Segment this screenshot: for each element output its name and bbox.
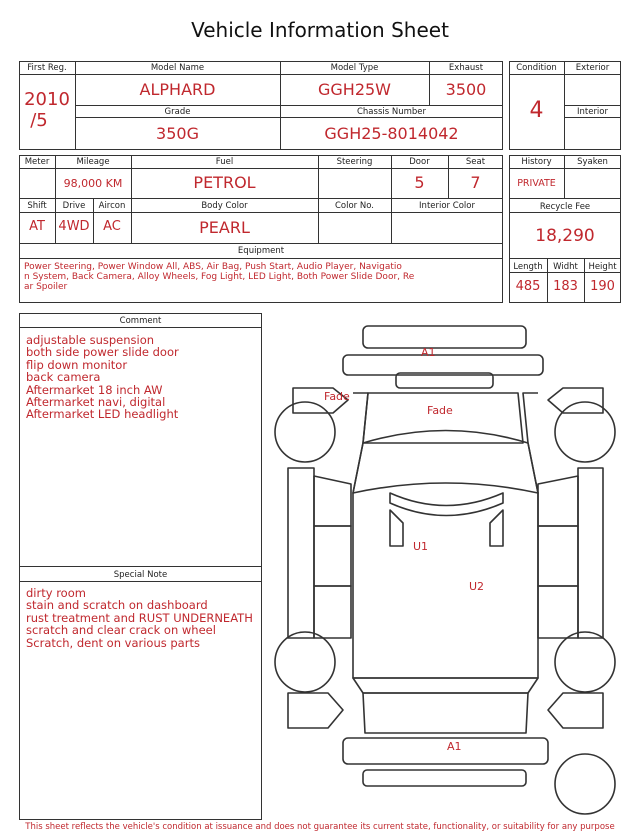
wheel-rear-right-shape [555,632,615,692]
wheel-front-left-shape [275,402,335,462]
special-note-label: Special Note [113,570,168,580]
special-note-item: Scratch, dent on various parts [26,635,200,650]
interior-label: Interior [576,107,608,117]
history-label: History [521,157,552,167]
rear-window-shape [353,678,538,693]
syaken-label: Syaken [577,157,608,167]
length-value: 485 [515,279,541,294]
recycle-fee-value: 18,290 [535,226,595,246]
special-note-item: stain and scratch on dashboard [26,598,208,613]
front-grille-shape [343,355,543,375]
special-note-item: rust treatment and RUST UNDERNEATH [26,610,253,625]
comment-list [26,334,179,421]
page-title: Vehicle Information Sheet [191,18,449,42]
special-note-item: scratch and clear crack on wheel [26,623,216,638]
drive-value: 4WD [58,219,90,234]
model-type-label: Model Type [330,63,379,73]
exhaust-label: Exhaust [448,63,484,73]
mark-side-upper: U1 [413,540,429,553]
model-type-value: GGH25W [317,80,391,99]
windshield-shape [353,431,538,494]
mark-side-lower: U2 [469,580,485,593]
width-label: Widht [553,262,578,272]
model-name-label: Model Name [150,63,205,73]
condition-label: Condition [516,63,557,73]
mark-left-fender: Fade [324,390,350,403]
equipment-line-2: n System, Back Camera, Alloy Wheels, Fog Light, LED Light, Both Power Slide Door, Re [24,272,415,282]
special-note-item: dirty room [26,586,86,600]
length-label: Length [513,262,543,272]
grade-value: 350G [156,124,199,143]
equipment-line-3: ar Spoiler [24,282,68,292]
model-name-value: ALPHARD [139,80,216,99]
steering-label: Steering [336,157,373,167]
right-rear-window-shape [490,510,503,546]
chassis-value: GGH25-8014042 [324,124,459,143]
aircon-label: Aircon [98,201,126,211]
grade-label: Grade [164,107,191,117]
fuel-value: PETROL [193,173,256,192]
footer-disclaimer: This sheet reflects the vehicle's condition at issuance and does not guarantee its current state, functionality, or suitability for any purpose [25,822,615,832]
seat-label: Seat [465,157,486,167]
equipment-label: Equipment [237,246,285,256]
seat-value: 7 [470,173,481,192]
height-value: 190 [590,279,615,294]
equipment-line-1: Power Steering, Power Window All, ABS, Air Bag, Push Start, Audio Player, Navigatio [24,262,402,272]
body-color-label: Body Color [201,201,248,211]
color-no-label: Color No. [334,201,374,211]
first-reg-month: /5 [30,110,48,131]
left-rear-fender-shape [288,693,343,728]
door-value: 5 [414,173,425,192]
mileage-label: Mileage [76,157,110,167]
left-rear-window-shape [390,510,403,546]
shift-value: AT [29,219,45,234]
mark-front-bumper: A1 [421,346,436,359]
right-front-door-shape [538,526,578,586]
left-front-door-shape [314,526,351,586]
rear-apron-shape [363,770,526,786]
right-rear-door-shape [538,586,578,638]
left-sill-shape [288,468,314,638]
mileage-value: 98,000 KM [63,177,123,190]
body-outline-shape [353,393,538,678]
first-reg-label: First Reg. [27,63,67,73]
width-value: 183 [553,279,578,294]
chassis-label: Chassis Number [356,107,427,117]
shift-label: Shift [27,201,47,211]
spare-wheel-shape [555,754,615,814]
rear-bumper-shape [343,738,548,764]
door-label: Door [409,157,430,167]
drive-label: Drive [62,201,86,211]
roof-shape [390,493,503,516]
history-value: PRIVATE [517,178,556,189]
comment-item: both side power slide door [26,345,179,360]
mark-hood: Fade [427,404,453,417]
comment-item: flip down monitor [26,357,128,372]
wheel-front-right-shape [555,402,615,462]
fuel-label: Fuel [215,157,234,167]
body-color-value: PEARL [199,218,250,237]
wheel-rear-left-shape [275,632,335,692]
right-front-fender-shape [548,388,603,413]
comment-item: adjustable suspension [26,333,155,347]
interior-color-label: Interior Color [419,201,475,211]
left-rear-door-shape [314,586,351,638]
right-front-window-shape [538,476,578,526]
recycle-fee-label: Recycle Fee [539,202,591,212]
comment-item: Aftermarket 18 inch AW [26,382,163,397]
comment-label: Comment [119,316,162,326]
comment-item: Aftermarket LED headlight [26,407,179,422]
right-rear-fender-shape [548,693,603,728]
first-reg-year: 2010 [24,89,70,110]
exterior-label: Exterior [575,63,610,73]
height-label: Height [588,262,617,272]
left-front-window-shape [314,476,351,526]
comment-item: back camera [26,370,101,385]
exhaust-value: 3500 [445,80,487,99]
mark-rear-bumper: A1 [447,740,462,753]
meter-label: Meter [24,157,50,167]
special-note-list [26,587,253,649]
condition-value: 4 [529,98,544,123]
front-bumper-shape [363,326,526,348]
aircon-value: AC [103,219,121,234]
rear-gate-shape [363,693,528,733]
comment-item: Aftermarket navi, digital [26,395,166,410]
right-sill-shape [578,468,603,638]
